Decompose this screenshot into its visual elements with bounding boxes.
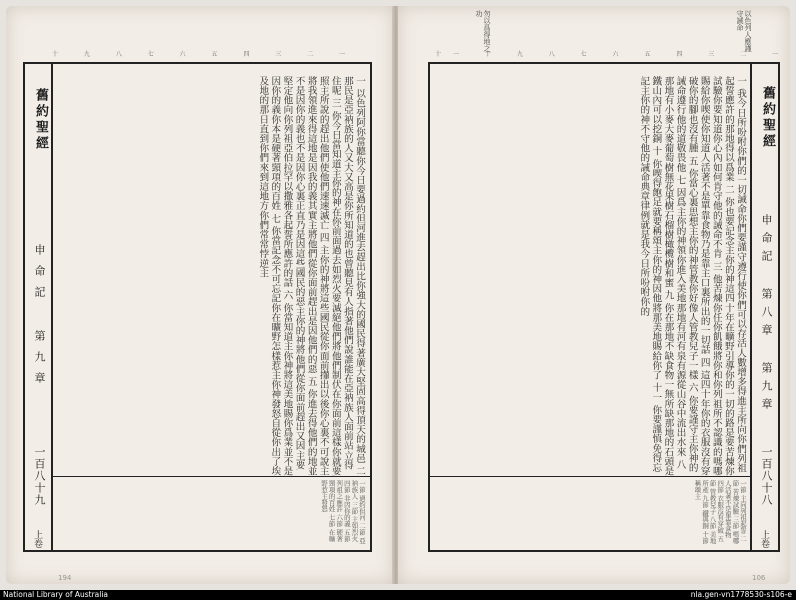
left-header-column (25, 64, 53, 550)
verse-strip-left: 十 九 八 七 六 五 四 三 二 一 (52, 51, 358, 58)
top-note-right: 以色列人應謹守誡命 (736, 10, 752, 52)
right-footnotes: 一節 主向列祖起誓 二節 苦煉試驗 三節 嗎哪 人活著不是單靠食物 四節 衣服沒有穿破 五節 管教兒子 八節 美地所產 九節 鐵與銅 十節 稱頌主 (693, 480, 747, 544)
left-volume-mark: 上卷 (32, 530, 42, 548)
left-chapter-heading: 申命記 第九章 (33, 244, 46, 393)
footer-identifier: nla.gen-vn1778530-s106-e (690, 590, 792, 599)
right-book-title: 舊約聖經 (760, 86, 775, 150)
left-page-number: 一百八十九 (33, 446, 46, 506)
left-body-text: 一 以色列阿你當聽你今日要過約但河進去趕出比你強大的國民得著廣大堅固高得頂天的城邑 二 那民是亞衲族的人又大又高是你所知道的也曾聽見有人指著他們說誰能在亞衲族人面前站立得住呢 三 你今日當知道主你的神在你前面過去如烈火要滅絕他們將他們制伏在你面前這樣你就要照主所說的趕出他們使他們速速滅亡 四 主你的神將這些國民從你面前攆出以後你心裏不可說主將我領進來得這地是因我的義其實主將他們從你面前趕出是因他們的惡 五 你進去得他們的地並不是因你的義也不是因你心裏正直乃是因這些國民的惡主你的神將他們從你面前趕出又因主要堅定他向你列祖亞伯拉罕以撒雅各起誓所應許的話 六 你當知道主你神將這美地賜你爲業並不是因你的義你本是硬著頸項的百姓 七 你當記念不可忘記你在曠野怎樣惹主你神發怒自從你出了埃及地的那日直到你們來到這地方你們常常悖逆主 (257, 76, 365, 476)
right-page-frame (428, 62, 780, 552)
footer-bar (0, 590, 796, 600)
right-page-number: 一百八十八 (760, 446, 773, 506)
right-body-text: 一 我今日所吩咐你們的一切誡命你們要謹守遵行使你們可以存活人數增多得進主所向你們列祖起誓應許的那地得以爲業 二 你也要記念主你的神這四十年在曠野引導你的一切的路是要苦煉你試驗你要知道你心內如何肯守他的誡命不肯 三 他苦煉你任你飢餓將你和你列祖所不認識的嗎哪賜給你喫使你知道人活著不是單靠食物乃是靠主口裏所出的一切話 四 這四十年你的衣服沒有穿破你的腳也沒有腫 五 你當心裏思想主你的神管教你好像人管教兒子一樣 六 你要謹守主你神的誡命遵行他的道敬畏他 七 因爲主你的神領你進入美地那地有河有泉有源從山谷中流出水來 八 那地有小麥大麥葡萄樹無花果樹石榴樹橄欖樹和蜜 九 你在那地不缺食物一無所缺那地的石頭是鐵山內可以挖銅 十 你喫得飽足就要稱頌主你的神因他將那美地賜給你了 十一 你要謹慎免得忘記主你的神不守他的誡命典章律例就是我今日所吩咐你的 (638, 76, 746, 476)
left-page-frame (23, 62, 372, 552)
verse-strip-right: 十一 十 九 八 七 六 五 四 三 二 一 (435, 51, 791, 58)
footer-source: National Library of Australia (3, 590, 109, 599)
right-volume-mark: 上卷 (759, 530, 769, 548)
left-notes-divider (53, 476, 370, 477)
right-header-column (750, 64, 778, 550)
left-book-title: 舊約聖經 (33, 88, 48, 152)
left-footnotes: 一節 過約但河 二節 亞衲族人 三節 主如烈火 四節 非因你的義 五節 列祖之應許 六節 硬著頸項的百姓 七節 在曠野惹主發怒 (320, 480, 366, 544)
right-chapter-heading: 申命記 第八章 第九章 (760, 214, 773, 416)
handwritten-page-mark-left: 194 (58, 574, 72, 582)
top-note-mid: 勿以爲得地之功 (475, 10, 491, 52)
right-notes-divider (430, 476, 750, 477)
handwritten-page-mark-right: 106 (752, 574, 766, 582)
